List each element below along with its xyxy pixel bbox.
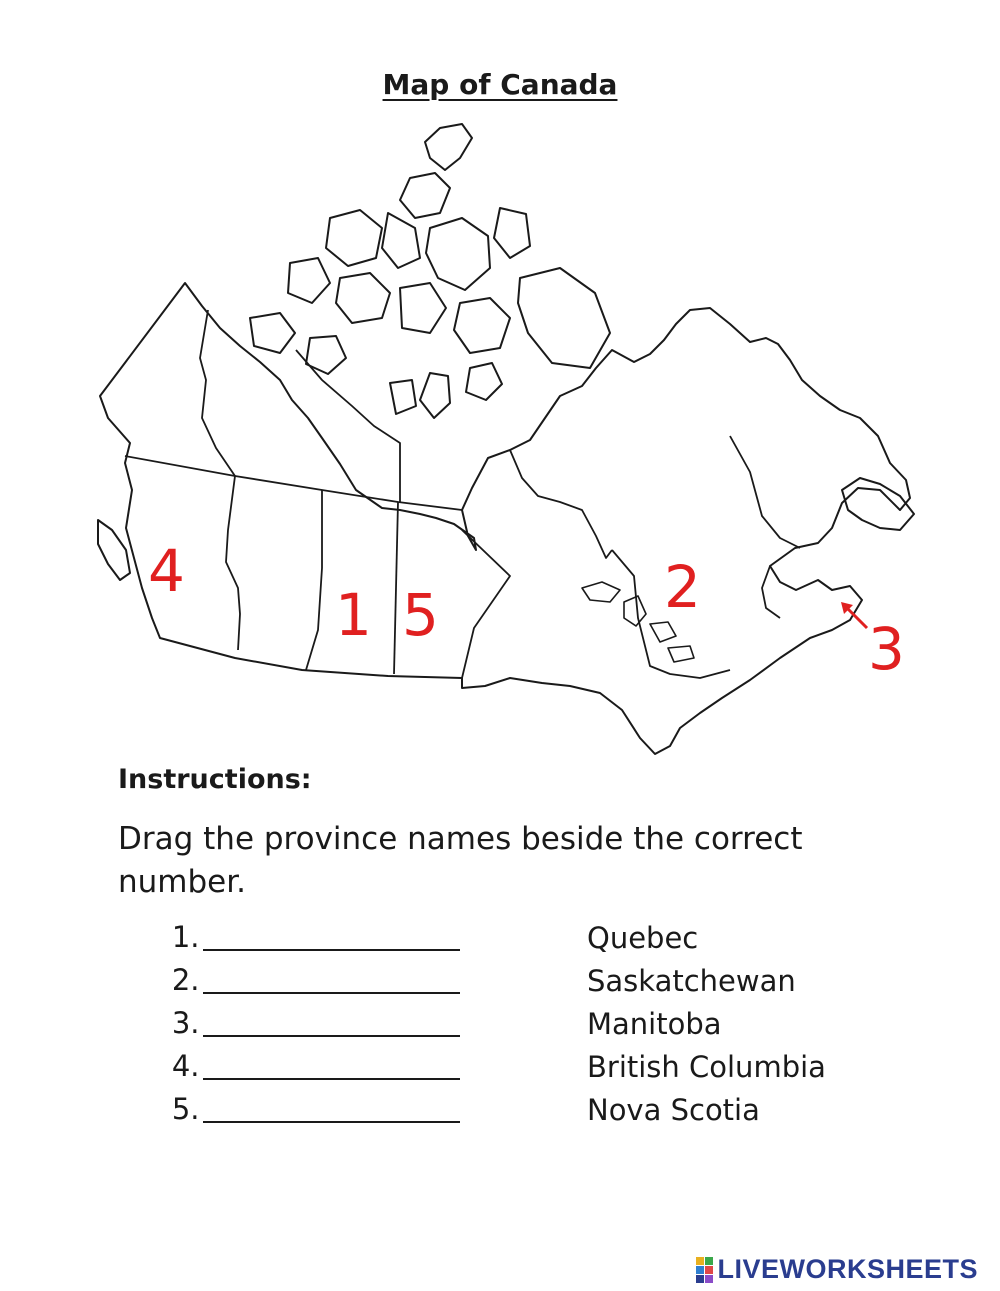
footer-brand xyxy=(696,1254,978,1285)
arctic-islands xyxy=(250,124,610,418)
vancouver-island xyxy=(98,520,130,580)
map-label-5: 5 xyxy=(402,581,439,649)
answer-number: 4. xyxy=(171,1049,200,1083)
liveworksheets-logo-icon xyxy=(696,1257,713,1283)
province-name-list xyxy=(587,920,967,1135)
answer-number: 5. xyxy=(171,1092,200,1126)
answer-number: 3. xyxy=(171,1006,200,1040)
answer-drop-zone-2[interactable] xyxy=(203,963,460,994)
answer-row xyxy=(140,920,460,963)
canada-map xyxy=(90,118,930,768)
map-label-2: 2 xyxy=(664,553,701,621)
page-title: Map of Canada xyxy=(382,68,618,101)
mainland-outline xyxy=(100,283,910,754)
map-arrow-icon xyxy=(835,596,875,636)
draggable-name-manitoba[interactable]: Manitoba xyxy=(587,1007,722,1041)
map-label-1: 1 xyxy=(335,581,372,649)
answer-row xyxy=(140,1049,460,1092)
draggable-name-british-columbia[interactable]: British Columbia xyxy=(587,1050,826,1084)
instructions-heading: Instructions: xyxy=(118,764,312,795)
map-label-3: 3 xyxy=(868,615,905,683)
answer-list xyxy=(140,920,460,1135)
canada-outline-map xyxy=(90,118,930,768)
province-borders xyxy=(125,310,800,678)
draggable-name-quebec[interactable]: Quebec xyxy=(587,921,699,955)
answer-drop-zone-4[interactable] xyxy=(203,1049,460,1080)
answer-number: 1. xyxy=(171,920,200,954)
answer-row xyxy=(140,1092,460,1135)
brand-name: LIVEWORKSHEETS xyxy=(717,1254,978,1284)
answer-row xyxy=(140,1006,460,1049)
answer-drop-zone-5[interactable] xyxy=(203,1092,460,1123)
draggable-name-saskatchewan[interactable]: Saskatchewan xyxy=(587,964,796,998)
draggable-name-nova-scotia[interactable]: Nova Scotia xyxy=(587,1093,760,1127)
map-label-4: 4 xyxy=(148,537,185,605)
instructions-text: Drag the province names beside the correct number. xyxy=(118,821,803,900)
answer-drop-zone-3[interactable] xyxy=(203,1006,460,1037)
answer-row xyxy=(140,963,460,1006)
answer-drop-zone-1[interactable] xyxy=(203,920,460,951)
newfoundland-island xyxy=(842,478,914,530)
answer-number: 2. xyxy=(171,963,200,997)
